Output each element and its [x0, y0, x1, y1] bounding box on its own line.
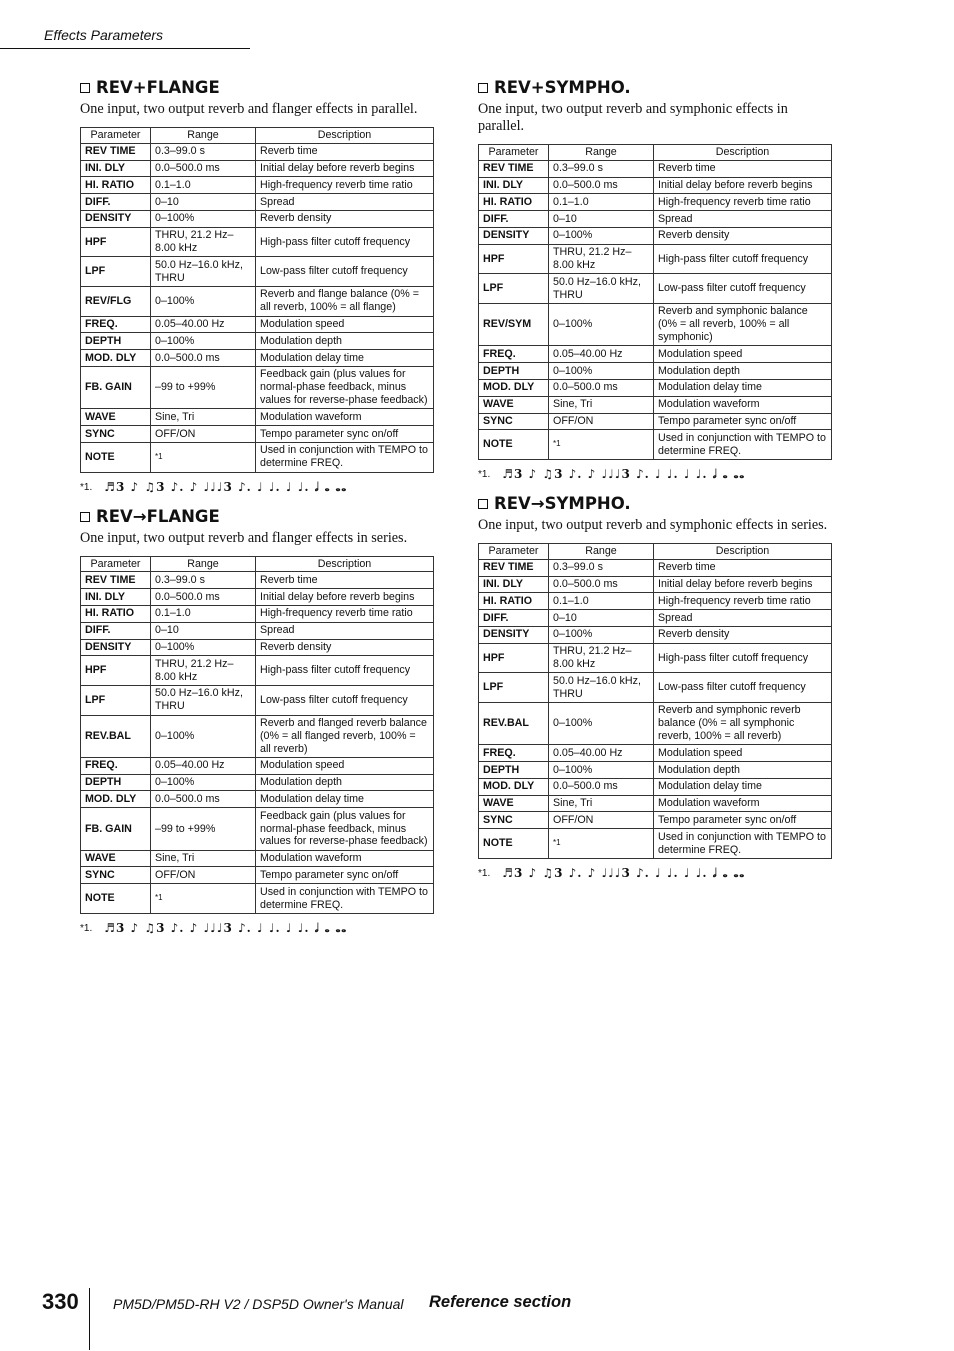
- section-rev-sympho-series: [478, 494, 832, 881]
- parameter-range: 0.0–500.0 ms: [151, 589, 256, 606]
- checkbox-bullet-icon: [478, 83, 488, 93]
- right-column: [478, 78, 832, 881]
- parameter-range: 50.0 Hz–16.0 kHz, THRU: [549, 274, 654, 304]
- parameter-description: Tempo parameter sync on/off: [256, 867, 434, 884]
- table-row: [479, 643, 832, 673]
- parameter-name: REV TIME: [479, 160, 549, 177]
- parameter-name: REV/SYM: [479, 303, 549, 345]
- parameter-name: WAVE: [479, 396, 549, 413]
- column-header: Range: [549, 145, 654, 161]
- parameter-range: THRU, 21.2 Hz–8.00 kHz: [151, 656, 256, 686]
- parameter-range: THRU, 21.2 Hz–8.00 kHz: [151, 227, 256, 257]
- table-row: [81, 257, 434, 287]
- parameter-description: Modulation depth: [256, 774, 434, 791]
- parameter-name: REV.BAL: [81, 715, 151, 757]
- table-row: [81, 867, 434, 884]
- parameter-range: 0–100%: [151, 715, 256, 757]
- checkbox-bullet-icon: [80, 83, 90, 93]
- table-row: [479, 559, 832, 576]
- table-row: [81, 210, 434, 227]
- table-row: [479, 211, 832, 228]
- table-row: [81, 639, 434, 656]
- parameter-description: Initial delay before reverb begins: [256, 589, 434, 606]
- parameter-name: DENSITY: [81, 639, 151, 656]
- section-description: One input, two output reverb and symphonic effects in parallel.: [478, 101, 788, 134]
- parameter-range: 50.0 Hz–16.0 kHz, THRU: [151, 257, 256, 287]
- table-row: [81, 227, 434, 257]
- table-row: [81, 286, 434, 316]
- parameter-description: Used in conjunction with TEMPO to determine FREQ.: [256, 884, 434, 914]
- parameter-description: High-frequency reverb time ratio: [256, 177, 434, 194]
- table-row: [479, 274, 832, 304]
- parameter-name: WAVE: [479, 795, 549, 812]
- parameter-name: MOD. DLY: [479, 379, 549, 396]
- column-header: Range: [549, 543, 654, 559]
- parameter-description: Low-pass filter cutoff frequency: [256, 257, 434, 287]
- parameter-description: Reverb density: [654, 626, 832, 643]
- parameter-range: 0.0–500.0 ms: [549, 177, 654, 194]
- parameter-description: High-pass filter cutoff frequency: [256, 227, 434, 257]
- parameter-name: FREQ.: [479, 745, 549, 762]
- parameter-description: Reverb and symphonic balance (0% = all reverb, 100% = all symphonic): [654, 303, 832, 345]
- parameter-description: Used in conjunction with TEMPO to determine FREQ.: [256, 442, 434, 472]
- table-row: [81, 791, 434, 808]
- table-row: [479, 346, 832, 363]
- parameter-name: FB. GAIN: [81, 366, 151, 408]
- table-row: [81, 774, 434, 791]
- table-row: [479, 812, 832, 829]
- parameter-name: INI. DLY: [479, 576, 549, 593]
- manual-title: PM5D/PM5D-RH V2 / DSP5D Owner's Manual: [113, 1296, 404, 1312]
- parameter-description: Tempo parameter sync on/off: [654, 812, 832, 829]
- column-header: Range: [151, 128, 256, 144]
- table-row: [81, 333, 434, 350]
- note-values-icon: ♬3 ♪ ♫3 ♪. ♪ ♩♩♩3 ♪. ♩ ♩. ♩ ♩. 𝅗𝅥 𝅝 𝅝𝅝: [104, 479, 348, 494]
- parameter-description: Spread: [654, 610, 832, 627]
- parameter-name: INI. DLY: [479, 177, 549, 194]
- parameter-range: 0–100%: [549, 762, 654, 779]
- parameter-description: Reverb density: [256, 210, 434, 227]
- parameter-range: –99 to +99%: [151, 808, 256, 850]
- footnote-marker: *1.: [478, 468, 491, 480]
- parameter-description: Reverb and flange balance (0% = all reverb, 100% = all flange): [256, 286, 434, 316]
- parameter-range: OFF/ON: [549, 413, 654, 430]
- parameter-description: Used in conjunction with TEMPO to determine FREQ.: [654, 829, 832, 859]
- table-row: [479, 430, 832, 460]
- parameter-description: Reverb time: [256, 572, 434, 589]
- footnote: [478, 467, 832, 482]
- parameter-range: 0–100%: [549, 626, 654, 643]
- parameter-range: 0–10: [549, 610, 654, 627]
- parameter-range: 0.1–1.0: [549, 194, 654, 211]
- parameter-range: Sine, Tri: [549, 396, 654, 413]
- parameter-range: 0–10: [151, 194, 256, 211]
- table-row: [81, 160, 434, 177]
- parameter-name: LPF: [81, 257, 151, 287]
- table-row: [479, 177, 832, 194]
- section-rev-flange-parallel: [80, 78, 434, 495]
- parameter-description: Initial delay before reverb begins: [654, 576, 832, 593]
- reference-section-label: Reference section: [429, 1293, 572, 1311]
- parameter-name: HI. RATIO: [479, 593, 549, 610]
- footnote: [478, 866, 832, 881]
- table-row: [81, 426, 434, 443]
- parameter-name: SYNC: [479, 812, 549, 829]
- parameter-range: 0–10: [549, 211, 654, 228]
- table-header-row: [479, 145, 832, 161]
- parameter-description: Modulation speed: [256, 757, 434, 774]
- parameter-description: Modulation delay time: [654, 379, 832, 396]
- parameter-description: Initial delay before reverb begins: [256, 160, 434, 177]
- footnote-marker: *1.: [80, 481, 93, 493]
- parameter-name: DENSITY: [479, 227, 549, 244]
- parameter-description: Low-pass filter cutoff frequency: [256, 685, 434, 715]
- table-row: [479, 244, 832, 274]
- parameter-range: 0–100%: [151, 210, 256, 227]
- parameter-range: 0–10: [151, 622, 256, 639]
- column-header: Description: [256, 128, 434, 144]
- parameter-range: 0.1–1.0: [151, 605, 256, 622]
- table-row: [479, 227, 832, 244]
- parameter-name: SYNC: [81, 426, 151, 443]
- parameter-range: 0.0–500.0 ms: [549, 778, 654, 795]
- parameter-range: 0.3–99.0 s: [151, 143, 256, 160]
- parameter-name: FREQ.: [81, 316, 151, 333]
- table-row: [479, 673, 832, 703]
- section-title: [80, 507, 434, 527]
- parameter-description: Reverb and flanged reverb balance (0% = all flanged reverb, 100% = all reverb): [256, 715, 434, 757]
- table-row: [479, 576, 832, 593]
- parameter-name: DIFF.: [479, 610, 549, 627]
- parameter-description: Reverb time: [256, 143, 434, 160]
- parameter-description: Low-pass filter cutoff frequency: [654, 274, 832, 304]
- table-row: [479, 702, 832, 744]
- parameter-name: DEPTH: [479, 363, 549, 380]
- parameter-name: WAVE: [81, 409, 151, 426]
- parameter-description: Modulation delay time: [256, 791, 434, 808]
- table-row: [479, 379, 832, 396]
- parameter-name: WAVE: [81, 850, 151, 867]
- parameter-range: 0.3–99.0 s: [549, 559, 654, 576]
- table-row: [81, 194, 434, 211]
- parameter-name: NOTE: [479, 829, 549, 859]
- footnote: [80, 480, 434, 495]
- parameter-name: INI. DLY: [81, 160, 151, 177]
- page-rule: [89, 1288, 90, 1350]
- parameter-range: 0–100%: [151, 286, 256, 316]
- parameter-name: NOTE: [81, 442, 151, 472]
- table-row: [479, 795, 832, 812]
- parameter-description: Modulation delay time: [654, 778, 832, 795]
- section-title-text: REV+FLANGE: [96, 78, 220, 97]
- column-header: Parameter: [479, 543, 549, 559]
- parameter-description: Spread: [654, 211, 832, 228]
- parameter-name: HPF: [479, 643, 549, 673]
- table-row: [479, 762, 832, 779]
- parameter-name: REV/FLG: [81, 286, 151, 316]
- parameter-description: Tempo parameter sync on/off: [256, 426, 434, 443]
- parameter-range: OFF/ON: [151, 867, 256, 884]
- section-description: One input, two output reverb and symphonic effects in series.: [478, 516, 828, 533]
- parameter-range: 0.1–1.0: [151, 177, 256, 194]
- column-header: Description: [256, 556, 434, 572]
- parameter-name: DEPTH: [479, 762, 549, 779]
- parameter-name: DEPTH: [81, 333, 151, 350]
- table-header-row: [479, 543, 832, 559]
- parameter-range: THRU, 21.2 Hz–8.00 kHz: [549, 643, 654, 673]
- parameter-range: Sine, Tri: [549, 795, 654, 812]
- parameter-range: *1: [549, 829, 654, 859]
- parameter-range: 0–100%: [151, 774, 256, 791]
- footnote-marker: *1.: [478, 867, 491, 879]
- parameter-range: 0–100%: [151, 639, 256, 656]
- parameter-range: 0.3–99.0 s: [151, 572, 256, 589]
- parameter-name: NOTE: [479, 430, 549, 460]
- column-header: Parameter: [81, 556, 151, 572]
- parameter-range: 50.0 Hz–16.0 kHz, THRU: [549, 673, 654, 703]
- column-header: Range: [151, 556, 256, 572]
- parameter-range: OFF/ON: [549, 812, 654, 829]
- parameter-name: MOD. DLY: [479, 778, 549, 795]
- parameter-range: *1: [151, 442, 256, 472]
- parameter-range: 50.0 Hz–16.0 kHz, THRU: [151, 685, 256, 715]
- parameter-table: [80, 556, 434, 914]
- table-row: [81, 143, 434, 160]
- parameter-description: High-pass filter cutoff frequency: [654, 244, 832, 274]
- parameter-name: REV TIME: [479, 559, 549, 576]
- parameter-table: [478, 543, 832, 859]
- parameter-range: 0–100%: [151, 333, 256, 350]
- parameter-table: [80, 127, 434, 473]
- parameter-range: *1: [549, 430, 654, 460]
- table-row: [479, 778, 832, 795]
- column-header: Parameter: [81, 128, 151, 144]
- parameter-range: OFF/ON: [151, 426, 256, 443]
- column-header: Description: [654, 145, 832, 161]
- parameter-name: DIFF.: [81, 194, 151, 211]
- parameter-name: FB. GAIN: [81, 808, 151, 850]
- note-values-icon: ♬3 ♪ ♫3 ♪. ♪ ♩♩♩3 ♪. ♩ ♩. ♩ ♩. 𝅗𝅥 𝅝 𝅝𝅝: [104, 920, 348, 935]
- table-row: [81, 177, 434, 194]
- parameter-range: 0–100%: [549, 702, 654, 744]
- parameter-description: Feedback gain (plus values for normal-phase feedback, minus values for reverse-phase feedback): [256, 366, 434, 408]
- section-rev-sympho-parallel: [478, 78, 832, 482]
- checkbox-bullet-icon: [80, 512, 90, 522]
- table-header-row: [81, 556, 434, 572]
- table-row: [81, 808, 434, 850]
- parameter-description: High-pass filter cutoff frequency: [654, 643, 832, 673]
- parameter-range: 0.05–40.00 Hz: [549, 346, 654, 363]
- parameter-description: Reverb and symphonic reverb balance (0% = all symphonic reverb, 100% = all reverb): [654, 702, 832, 744]
- footnote: [80, 921, 434, 936]
- section-description: One input, two output reverb and flanger effects in parallel.: [80, 101, 418, 117]
- column-header: Description: [654, 543, 832, 559]
- column-header: Parameter: [479, 145, 549, 161]
- note-values-icon: ♬3 ♪ ♫3 ♪. ♪ ♩♩♩3 ♪. ♩ ♩. ♩ ♩. 𝅗𝅥 𝅝 𝅝𝅝: [502, 466, 746, 481]
- table-row: [81, 622, 434, 639]
- parameter-range: 0.05–40.00 Hz: [151, 316, 256, 333]
- parameter-name: LPF: [479, 274, 549, 304]
- table-row: [479, 396, 832, 413]
- parameter-name: LPF: [81, 685, 151, 715]
- table-header-row: [81, 128, 434, 144]
- header-title: Effects Parameters: [44, 27, 164, 43]
- left-column: [80, 78, 434, 936]
- parameter-name: INI. DLY: [81, 589, 151, 606]
- table-row: [81, 589, 434, 606]
- parameter-range: –99 to +99%: [151, 366, 256, 408]
- parameter-name: FREQ.: [81, 757, 151, 774]
- parameter-range: 0.0–500.0 ms: [151, 160, 256, 177]
- header-rule: [0, 48, 250, 49]
- parameter-description: Spread: [256, 622, 434, 639]
- table-row: [81, 656, 434, 686]
- table-row: [81, 316, 434, 333]
- table-row: [81, 685, 434, 715]
- parameter-name: HI. RATIO: [81, 177, 151, 194]
- page-number: 330: [42, 1289, 79, 1314]
- parameter-range: 0–100%: [549, 227, 654, 244]
- parameter-description: Low-pass filter cutoff frequency: [654, 673, 832, 703]
- parameter-name: REV TIME: [81, 572, 151, 589]
- table-row: [81, 366, 434, 408]
- table-row: [81, 442, 434, 472]
- parameter-name: DENSITY: [81, 210, 151, 227]
- table-row: [479, 829, 832, 859]
- table-row: [81, 572, 434, 589]
- parameter-name: MOD. DLY: [81, 350, 151, 367]
- parameter-description: High-pass filter cutoff frequency: [256, 656, 434, 686]
- parameter-description: Modulation waveform: [654, 795, 832, 812]
- parameter-description: Modulation speed: [256, 316, 434, 333]
- section-rev-flange-series: [80, 507, 434, 936]
- parameter-description: High-frequency reverb time ratio: [654, 194, 832, 211]
- section-title-text: REV→SYMPHO.: [494, 493, 631, 513]
- parameter-name: DEPTH: [81, 774, 151, 791]
- parameter-description: Modulation delay time: [256, 350, 434, 367]
- parameter-name: FREQ.: [479, 346, 549, 363]
- parameter-range: THRU, 21.2 Hz–8.00 kHz: [549, 244, 654, 274]
- parameter-description: Initial delay before reverb begins: [654, 177, 832, 194]
- parameter-description: Reverb time: [654, 160, 832, 177]
- table-row: [479, 745, 832, 762]
- table-row: [81, 715, 434, 757]
- parameter-description: Reverb density: [256, 639, 434, 656]
- parameter-description: Modulation waveform: [256, 850, 434, 867]
- parameter-range: 0.3–99.0 s: [549, 160, 654, 177]
- parameter-name: DENSITY: [479, 626, 549, 643]
- parameter-range: Sine, Tri: [151, 850, 256, 867]
- parameter-description: Modulation speed: [654, 346, 832, 363]
- parameter-name: HI. RATIO: [81, 605, 151, 622]
- checkbox-bullet-icon: [478, 499, 488, 509]
- parameter-name: SYNC: [479, 413, 549, 430]
- footnote-marker: *1.: [80, 922, 93, 934]
- parameter-name: REV TIME: [81, 143, 151, 160]
- section-title: [478, 494, 832, 514]
- table-row: [479, 160, 832, 177]
- table-row: [81, 350, 434, 367]
- section-title-text: REV→FLANGE: [96, 506, 220, 526]
- table-row: [81, 757, 434, 774]
- parameter-description: Modulation waveform: [256, 409, 434, 426]
- section-description: One input, two output reverb and flanger effects in series.: [80, 529, 408, 546]
- parameter-description: Used in conjunction with TEMPO to determine FREQ.: [654, 430, 832, 460]
- parameter-name: HPF: [81, 656, 151, 686]
- parameter-name: HI. RATIO: [479, 194, 549, 211]
- table-row: [479, 363, 832, 380]
- table-row: [479, 626, 832, 643]
- parameter-range: Sine, Tri: [151, 409, 256, 426]
- parameter-range: 0.0–500.0 ms: [151, 791, 256, 808]
- parameter-description: Spread: [256, 194, 434, 211]
- note-values-icon: ♬3 ♪ ♫3 ♪. ♪ ♩♩♩3 ♪. ♩ ♩. ♩ ♩. 𝅗𝅥 𝅝 𝅝𝅝: [502, 865, 746, 880]
- parameter-description: Modulation speed: [654, 745, 832, 762]
- parameter-description: High-frequency reverb time ratio: [256, 605, 434, 622]
- table-row: [479, 593, 832, 610]
- parameter-range: 0.0–500.0 ms: [151, 350, 256, 367]
- parameter-range: 0.05–40.00 Hz: [549, 745, 654, 762]
- parameter-name: LPF: [479, 673, 549, 703]
- parameter-range: 0–100%: [549, 363, 654, 380]
- parameter-name: NOTE: [81, 884, 151, 914]
- parameter-range: *1: [151, 884, 256, 914]
- parameter-name: MOD. DLY: [81, 791, 151, 808]
- parameter-range: 0–100%: [549, 303, 654, 345]
- table-row: [479, 610, 832, 627]
- parameter-range: 0.0–500.0 ms: [549, 379, 654, 396]
- table-row: [81, 850, 434, 867]
- parameter-name: SYNC: [81, 867, 151, 884]
- table-row: [479, 413, 832, 430]
- parameter-description: Feedback gain (plus values for normal-phase feedback, minus values for reverse-phase feedback): [256, 808, 434, 850]
- table-row: [81, 409, 434, 426]
- parameter-description: Modulation waveform: [654, 396, 832, 413]
- parameter-range: 0.0–500.0 ms: [549, 576, 654, 593]
- parameter-table: [478, 144, 832, 460]
- parameter-description: Reverb time: [654, 559, 832, 576]
- parameter-range: 0.1–1.0: [549, 593, 654, 610]
- table-row: [479, 194, 832, 211]
- parameter-description: Reverb density: [654, 227, 832, 244]
- parameter-name: DIFF.: [81, 622, 151, 639]
- parameter-name: HPF: [81, 227, 151, 257]
- table-row: [479, 303, 832, 345]
- parameter-description: Tempo parameter sync on/off: [654, 413, 832, 430]
- parameter-name: HPF: [479, 244, 549, 274]
- parameter-name: REV.BAL: [479, 702, 549, 744]
- parameter-description: Modulation depth: [654, 762, 832, 779]
- parameter-name: DIFF.: [479, 211, 549, 228]
- table-row: [81, 884, 434, 914]
- section-title: [80, 78, 434, 98]
- parameter-description: Modulation depth: [654, 363, 832, 380]
- section-title: [478, 78, 832, 98]
- parameter-description: High-frequency reverb time ratio: [654, 593, 832, 610]
- parameter-description: Modulation depth: [256, 333, 434, 350]
- table-row: [81, 605, 434, 622]
- parameter-range: 0.05–40.00 Hz: [151, 757, 256, 774]
- section-title-text: REV+SYMPHO.: [494, 78, 631, 97]
